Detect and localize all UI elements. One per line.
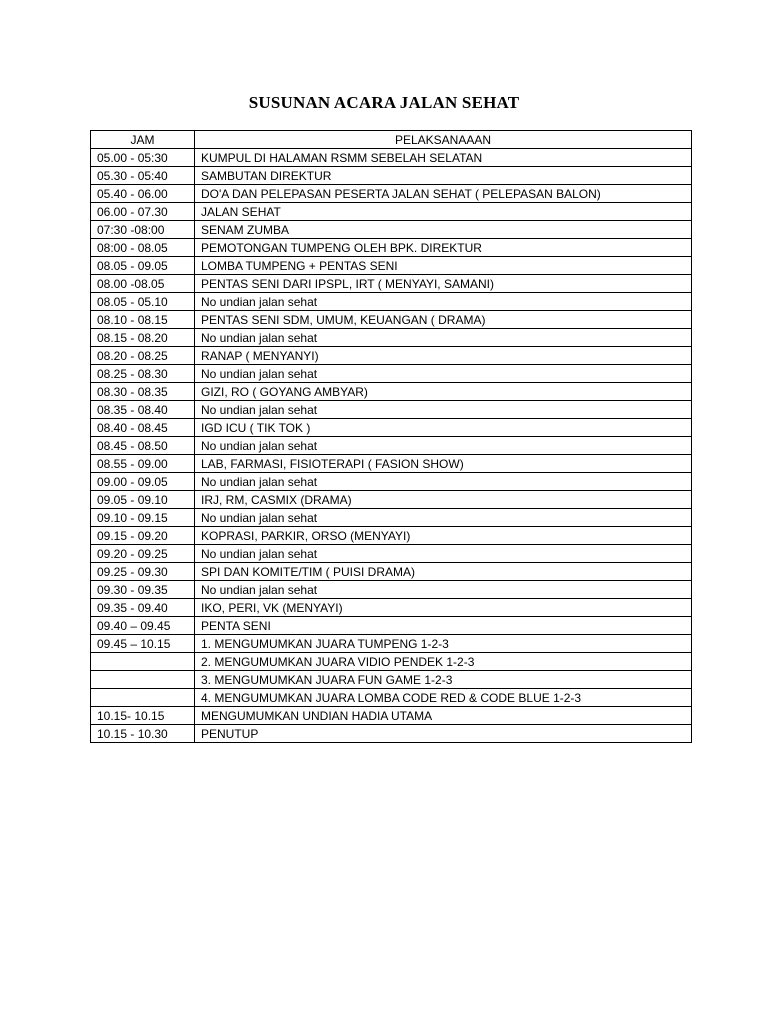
row-time-cell: 08.05 - 09.05 xyxy=(91,257,195,275)
table-row xyxy=(91,491,692,509)
table-row xyxy=(91,383,692,401)
row-activity-cell: No undian jalan sehat xyxy=(195,509,692,527)
row-time-cell: 05.30 - 05:40 xyxy=(91,167,195,185)
row-time-cell: 09.15 - 09.20 xyxy=(91,527,195,545)
row-activity-cell: No undian jalan sehat xyxy=(195,401,692,419)
table-row xyxy=(91,527,692,545)
table-row xyxy=(91,671,692,689)
table-row xyxy=(91,707,692,725)
row-time-cell: 10.15 - 10.30 xyxy=(91,725,195,743)
row-activity-cell: IKO, PERI, VK (MENYAYI) xyxy=(195,599,692,617)
table-row xyxy=(91,725,692,743)
table-row xyxy=(91,653,692,671)
row-time-cell: 05.00 - 05:30 xyxy=(91,149,195,167)
row-activity-cell: No undian jalan sehat xyxy=(195,473,692,491)
table-row xyxy=(91,545,692,563)
row-time-cell: 09.45 – 10.15 xyxy=(91,635,195,653)
row-time-cell: 08.35 - 08.40 xyxy=(91,401,195,419)
table-row xyxy=(91,293,692,311)
row-time-cell: 08.00 -08.05 xyxy=(91,275,195,293)
row-time-cell: 09.35 - 09.40 xyxy=(91,599,195,617)
row-activity-cell: SAMBUTAN DIREKTUR xyxy=(195,167,692,185)
row-time-cell: 09.25 - 09.30 xyxy=(91,563,195,581)
table-row xyxy=(91,455,692,473)
table-row xyxy=(91,473,692,491)
schedule-table xyxy=(90,130,692,743)
row-time-cell: 06.00 - 07.30 xyxy=(91,203,195,221)
row-time-cell: 08:00 - 08.05 xyxy=(91,239,195,257)
row-activity-cell: KUMPUL DI HALAMAN RSMM SEBELAH SELATAN xyxy=(195,149,692,167)
row-time-cell: 09.30 - 09.35 xyxy=(91,581,195,599)
row-time-cell: 08.05 - 05.10 xyxy=(91,293,195,311)
row-activity-cell: PENTA SENI xyxy=(195,617,692,635)
row-time-cell: 08.10 - 08.15 xyxy=(91,311,195,329)
page-title: SUSUNAN ACARA JALAN SEHAT xyxy=(248,93,520,112)
row-activity-cell: RANAP ( MENYANYI) xyxy=(195,347,692,365)
table-row xyxy=(91,275,692,293)
row-time-cell: 07:30 -08:00 xyxy=(91,221,195,239)
row-time-cell xyxy=(91,653,195,671)
schedule-body xyxy=(91,149,692,743)
table-row xyxy=(91,689,692,707)
row-activity-cell: MENGUMUMKAN UNDIAN HADIA UTAMA xyxy=(195,707,692,725)
header-activity: PELAKSANAAAN xyxy=(195,131,692,149)
row-activity-cell: No undian jalan sehat xyxy=(195,329,692,347)
row-time-cell: 08.25 - 08.30 xyxy=(91,365,195,383)
table-row xyxy=(91,185,692,203)
row-activity-cell: No undian jalan sehat xyxy=(195,437,692,455)
table-row xyxy=(91,635,692,653)
table-row xyxy=(91,419,692,437)
table-row xyxy=(91,509,692,527)
row-time-cell xyxy=(91,689,195,707)
row-activity-cell: PENUTUP xyxy=(195,725,692,743)
row-time-cell: 08.45 - 08.50 xyxy=(91,437,195,455)
row-activity-cell: SPI DAN KOMITE/TIM ( PUISI DRAMA) xyxy=(195,563,692,581)
row-activity-cell: PENTAS SENI SDM, UMUM, KEUANGAN ( DRAMA) xyxy=(195,311,692,329)
row-activity-cell: PEMOTONGAN TUMPENG OLEH BPK. DIREKTUR xyxy=(195,239,692,257)
table-row xyxy=(91,257,692,275)
row-activity-cell: LOMBA TUMPENG + PENTAS SENI xyxy=(195,257,692,275)
row-activity-cell: 2. MENGUMUMKAN JUARA VIDIO PENDEK 1-2-3 xyxy=(195,653,692,671)
row-activity-cell: JALAN SEHAT xyxy=(195,203,692,221)
row-time-cell: 09.05 - 09.10 xyxy=(91,491,195,509)
table-row xyxy=(91,581,692,599)
row-time-cell: 08.55 - 09.00 xyxy=(91,455,195,473)
row-activity-cell: SENAM ZUMBA xyxy=(195,221,692,239)
table-row xyxy=(91,347,692,365)
table-row xyxy=(91,149,692,167)
row-time-cell: 09.00 - 09.05 xyxy=(91,473,195,491)
table-row xyxy=(91,329,692,347)
row-activity-cell: PENTAS SENI DARI IPSPL, IRT ( MENYAYI, SAMANI) xyxy=(195,275,692,293)
row-time-cell: 09.10 - 09.15 xyxy=(91,509,195,527)
row-activity-cell: LAB, FARMASI, FISIOTERAPI ( FASION SHOW) xyxy=(195,455,692,473)
row-time-cell xyxy=(91,671,195,689)
table-row xyxy=(91,599,692,617)
header-time: JAM xyxy=(91,131,195,149)
row-activity-cell: IRJ, RM, CASMIX (DRAMA) xyxy=(195,491,692,509)
row-time-cell: 08.30 - 08.35 xyxy=(91,383,195,401)
row-activity-cell: No undian jalan sehat xyxy=(195,581,692,599)
row-activity-cell: GIZI, RO ( GOYANG AMBYAR) xyxy=(195,383,692,401)
row-activity-cell: No undian jalan sehat xyxy=(195,545,692,563)
row-activity-cell: 1. MENGUMUMKAN JUARA TUMPENG 1-2-3 xyxy=(195,635,692,653)
row-time-cell: 08.15 - 08.20 xyxy=(91,329,195,347)
table-row xyxy=(91,401,692,419)
row-time-cell: 09.40 – 09.45 xyxy=(91,617,195,635)
table-row xyxy=(91,617,692,635)
row-time-cell: 09.20 - 09.25 xyxy=(91,545,195,563)
table-row xyxy=(91,167,692,185)
row-activity-cell: DO'A DAN PELEPASAN PESERTA JALAN SEHAT ( PELEPASAN BALON) xyxy=(195,185,692,203)
table-row xyxy=(91,437,692,455)
row-time-cell: 05.40 - 06.00 xyxy=(91,185,195,203)
row-time-cell: 08.20 - 08.25 xyxy=(91,347,195,365)
row-activity-cell: KOPRASI, PARKIR, ORSO (MENYAYI) xyxy=(195,527,692,545)
row-activity-cell: 3. MENGUMUMKAN JUARA FUN GAME 1-2-3 xyxy=(195,671,692,689)
table-row xyxy=(91,221,692,239)
row-activity-cell: IGD ICU ( TIK TOK ) xyxy=(195,419,692,437)
row-time-cell: 08.40 - 08.45 xyxy=(91,419,195,437)
table-header-row xyxy=(91,131,692,149)
row-activity-cell: No undian jalan sehat xyxy=(195,293,692,311)
row-activity-cell: 4. MENGUMUMKAN JUARA LOMBA CODE RED & CODE BLUE 1-2-3 xyxy=(195,689,692,707)
row-time-cell: 10.15- 10.15 xyxy=(91,707,195,725)
table-row xyxy=(91,311,692,329)
table-row xyxy=(91,563,692,581)
table-row xyxy=(91,203,692,221)
row-activity-cell: No undian jalan sehat xyxy=(195,365,692,383)
table-row xyxy=(91,239,692,257)
table-row xyxy=(91,365,692,383)
